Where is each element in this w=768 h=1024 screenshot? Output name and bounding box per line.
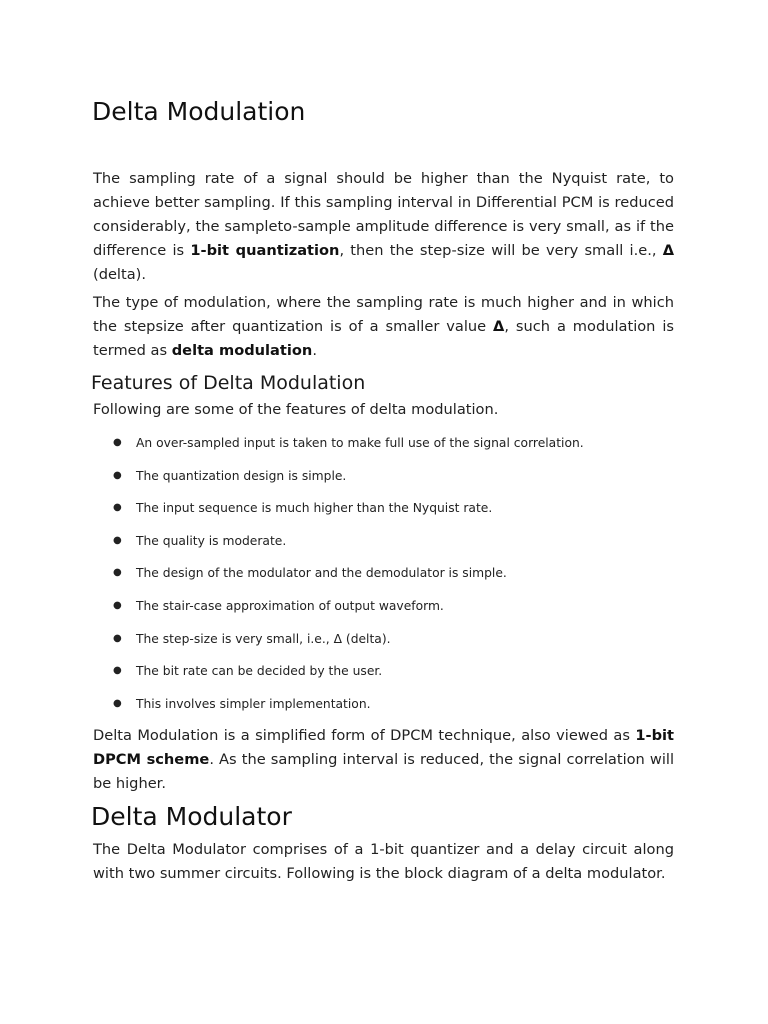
intro-paragraph [93,167,674,287]
intro-bold-1bit-quantization: 1-bit quantization [190,242,340,259]
definition-text-1: The type of modulation, where the sampling rate is much higher and in which the stepsize after quantization is of a smaller value [93,294,674,335]
definition-text-2: , such a modulation is termed as [93,318,674,359]
feature-list-item [113,693,673,726]
feature-text: This involves simpler implementation. [136,696,371,711]
bullet-icon: ● [113,599,122,611]
bullet-icon: ● [113,567,122,579]
page-title: Delta Modulation [92,97,306,126]
intro-bold-delta-symbol: Δ [662,242,675,259]
feature-list-item [113,562,673,595]
definition-text-3: . [312,342,317,359]
bullet-icon: ● [113,534,122,546]
feature-list-item [113,465,673,498]
feature-list-item [113,432,673,465]
feature-text: The input sequence is much higher than the Nyquist rate. [136,501,493,516]
bullet-icon: ● [113,469,122,481]
bullet-icon: ● [113,665,122,677]
bullet-icon: ● [113,697,122,709]
feature-list-item [113,660,673,693]
intro-text-3: (delta). [93,266,146,283]
intro-text-2: , then the step-size will be very small i.e., [339,242,663,259]
feature-text: The bit rate can be decided by the user. [136,664,383,679]
feature-text: The quality is moderate. [136,533,287,548]
intro-text-1: The sampling rate of a signal should be higher than the Nyquist rate, to achieve better sampling. If this sampling interval in Differential PCM is reduced considerably, the sampleto-sample amplitude difference is very small, as if the difference is [93,170,674,259]
feature-text: The step-size is very small, i.e., Δ (delta). [136,631,391,646]
features-list [113,432,673,725]
feature-text: The design of the modulator and the demodulator is simple. [136,566,507,581]
feature-text: The stair-case approximation of output waveform. [136,598,444,613]
features-heading: Features of Delta Modulation [91,372,366,394]
bullet-icon: ● [113,632,122,644]
feature-text: The quantization design is simple. [136,468,347,483]
definition-bold-delta-modulation: delta modulation [171,342,313,359]
bullet-icon: ● [113,437,122,448]
dpcm-paragraph [93,724,674,796]
definition-paragraph [93,291,674,363]
definition-bold-delta-symbol: Δ [493,318,505,335]
modulator-heading: Delta Modulator [91,802,292,831]
modulator-paragraph: The Delta Modulator comprises of a 1-bit quantizer and a delay circuit along with two summer circuits. Following is the block diagram of a delta modulator. [93,841,674,882]
dpcm-bold-scheme: 1-bit DPCM scheme [93,727,674,768]
dpcm-text-1: Delta Modulation is a simplified form of DPCM technique, also viewed as [93,727,636,744]
dpcm-text-2: . As the sampling interval is reduced, the signal correlation will be higher. [93,751,674,792]
feature-list-item [113,530,673,563]
feature-text: An over-sampled input is taken to make full use of the signal correlation. [136,436,584,450]
features-intro: Following are some of the features of delta modulation. [93,401,499,418]
feature-list-item [113,497,673,530]
feature-list-item [113,628,673,661]
bullet-icon: ● [113,502,122,514]
feature-list-item [113,595,673,628]
